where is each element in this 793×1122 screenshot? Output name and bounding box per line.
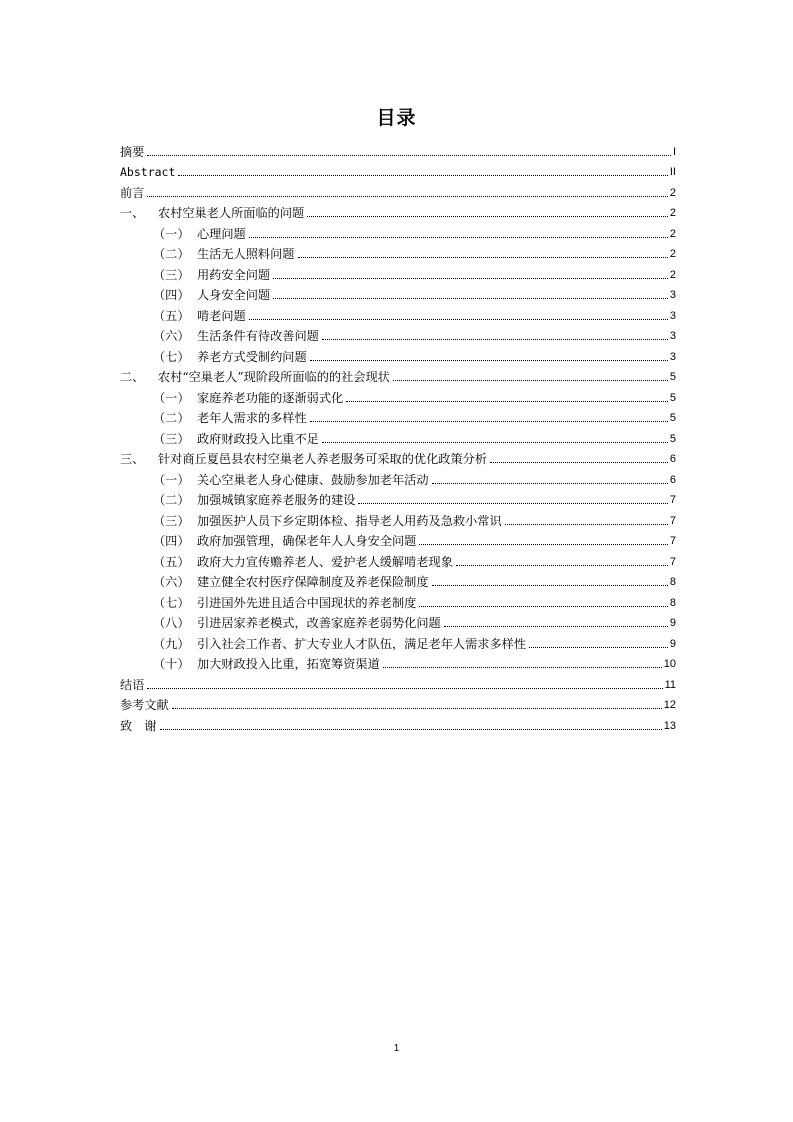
toc-entry-label: 人身安全问题 — [197, 288, 271, 302]
dot-leader — [393, 380, 668, 381]
dot-leader — [383, 667, 662, 668]
dot-leader — [160, 729, 662, 730]
toc-entry-number: （四） — [153, 288, 190, 302]
toc-entry-label: 加强医护人员下乡定期体检、指导老人用药及急救小常识 — [197, 513, 502, 528]
toc-entry-number: （一） — [153, 226, 190, 241]
toc-entry-page: 5 — [669, 391, 676, 404]
dot-leader — [249, 319, 668, 320]
dot-leader — [419, 544, 668, 545]
toc-entry-number: （三） — [153, 267, 190, 282]
toc-entry-page: 7 — [669, 535, 676, 547]
toc-entry-number: （二） — [153, 411, 190, 425]
toc-entry-page: 7 — [669, 555, 676, 568]
toc-entry-label: 参考文献 — [120, 698, 169, 712]
toc-entry-number: （七） — [153, 595, 190, 610]
dot-leader — [147, 155, 671, 156]
toc-entry-label: 前言 — [120, 185, 145, 200]
toc-entry[interactable] — [120, 302, 676, 323]
toc-entry-page: 11 — [664, 678, 676, 691]
toc-entry-label: 结语 — [120, 677, 145, 692]
toc-entry-number: 二、 — [120, 370, 145, 384]
toc-entry[interactable] — [120, 528, 676, 549]
toc-entry-number: （一） — [153, 472, 190, 487]
toc-entry-label: 加大财政投入比重，拓宽筹资渠道 — [197, 657, 380, 671]
toc-entry[interactable] — [120, 159, 676, 180]
toc-entry-number: （五） — [153, 554, 190, 569]
toc-entry-label: Abstract — [120, 165, 176, 179]
dot-leader — [172, 708, 662, 709]
toc-entry-label: 老年人需求的多样性 — [197, 411, 307, 425]
toc-title: 目录 — [376, 107, 417, 129]
toc-entry-page: II — [669, 166, 676, 178]
toc-entry-page: 8 — [669, 596, 676, 609]
dot-leader — [505, 524, 668, 525]
toc-entry-label: 致 谢 — [120, 718, 157, 733]
toc-entry-number: 一、 — [120, 206, 145, 220]
toc-entry-number: （七） — [153, 349, 190, 364]
toc-entry[interactable] — [120, 405, 676, 426]
page-number: 1 — [393, 1043, 400, 1054]
toc-entry[interactable] — [120, 200, 676, 221]
toc-entry-label: 加强城镇家庭养老服务的建设 — [197, 493, 356, 507]
toc-entry[interactable] — [120, 364, 676, 385]
dot-leader — [249, 237, 668, 238]
toc-entry-number: （六） — [153, 575, 190, 589]
toc-entry-label: 引进居家养老模式，改善家庭养老弱势化问题 — [197, 616, 441, 630]
toc-entry-page: 5 — [669, 371, 676, 383]
table-of-contents — [120, 138, 676, 733]
toc-entry[interactable] — [120, 589, 676, 610]
toc-entry-page: 2 — [669, 227, 676, 240]
toc-entry-page: 9 — [669, 617, 676, 629]
toc-entry[interactable] — [120, 630, 676, 651]
toc-entry-number: （十） — [153, 657, 190, 671]
toc-entry-label: 关心空巢老人身心健康、鼓励参加老年活动 — [197, 472, 429, 487]
toc-entry-page: 8 — [669, 576, 676, 588]
dot-leader — [419, 606, 668, 607]
toc-entry[interactable] — [120, 138, 676, 159]
dot-leader — [273, 278, 668, 279]
toc-entry-label: 农村空巢老人所面临的问题 — [158, 206, 305, 220]
toc-entry[interactable] — [120, 282, 676, 303]
toc-entry-label: 针对商丘夏邑县农村空巢老人养老服务可采取的优化政策分析 — [158, 452, 488, 466]
toc-entry-number: （五） — [153, 308, 190, 323]
toc-entry-page: 2 — [669, 268, 676, 281]
toc-entry[interactable] — [120, 343, 676, 364]
toc-entry[interactable] — [120, 651, 676, 672]
toc-entry-label: 引进国外先进且适合中国现状的养老制度 — [197, 595, 417, 610]
toc-entry-page: 7 — [669, 514, 676, 527]
toc-entry-page: 2 — [669, 186, 676, 199]
toc-entry-label: 心理问题 — [197, 226, 246, 241]
dot-leader — [298, 257, 668, 258]
toc-entry-page: 3 — [669, 309, 676, 322]
toc-entry[interactable] — [120, 671, 676, 692]
dot-leader — [147, 688, 662, 689]
toc-entry[interactable] — [120, 261, 676, 282]
toc-entry-page: 2 — [669, 207, 676, 219]
toc-entry[interactable] — [120, 384, 676, 405]
toc-entry-page: 2 — [669, 248, 676, 260]
dot-leader — [444, 626, 668, 627]
toc-entry-page: I — [672, 145, 676, 158]
toc-entry-page: 3 — [669, 350, 676, 363]
dot-leader — [358, 503, 667, 504]
toc-entry-page: 3 — [669, 289, 676, 301]
dot-leader — [529, 647, 668, 648]
dot-leader — [456, 565, 668, 566]
toc-entry-number: 三、 — [120, 452, 145, 466]
toc-entry-label: 政府大力宣传赡养老人、爱护老人缓解啃老现象 — [197, 554, 453, 569]
toc-entry-number: （九） — [153, 636, 190, 651]
dot-leader — [147, 196, 668, 197]
dot-leader — [273, 298, 668, 299]
toc-entry-number: （四） — [153, 534, 190, 548]
dot-leader — [322, 339, 668, 340]
toc-entry[interactable] — [120, 220, 676, 241]
toc-entry[interactable] — [120, 241, 676, 262]
toc-entry-label: 政府加强管理，确保老年人人身安全问题 — [197, 534, 417, 548]
toc-entry-number: （六） — [153, 329, 190, 343]
toc-entry-number: （三） — [153, 513, 190, 528]
toc-entry[interactable] — [120, 507, 676, 528]
toc-entry[interactable] — [120, 446, 676, 467]
toc-entry-label: 家庭养老功能的逐渐弱式化 — [197, 390, 344, 405]
toc-entry-page: 5 — [669, 412, 676, 424]
dot-leader — [310, 360, 668, 361]
toc-entry[interactable] — [120, 487, 676, 508]
dot-leader — [432, 483, 668, 484]
toc-entry-page: 10 — [663, 658, 676, 670]
toc-entry[interactable] — [120, 548, 676, 569]
toc-entry[interactable] — [120, 610, 676, 631]
toc-entry-number: （八） — [153, 616, 190, 630]
toc-entry[interactable] — [120, 179, 676, 200]
toc-entry-label: 养老方式受制约问题 — [197, 349, 307, 364]
dot-leader — [322, 442, 668, 443]
toc-entry-label: 生活无人照料问题 — [197, 247, 295, 261]
toc-entry-label: 生活条件有待改善问题 — [197, 329, 319, 343]
toc-entry[interactable] — [120, 425, 676, 446]
toc-entry-page: 5 — [669, 432, 676, 445]
toc-entry-number: （二） — [153, 247, 190, 261]
toc-entry-label: 用药安全问题 — [197, 267, 271, 282]
toc-entry-label: 农村“空巢老人”现阶段所面临的的社会现状 — [158, 370, 390, 384]
toc-entry-page: 7 — [669, 494, 676, 506]
toc-entry-number: （一） — [153, 390, 190, 405]
toc-entry-page: 6 — [669, 453, 676, 465]
toc-entry-number: （二） — [153, 493, 190, 507]
toc-entry[interactable] — [120, 466, 676, 487]
toc-entry-label: 政府财政投入比重不足 — [197, 431, 319, 446]
toc-entry-label: 引入社会工作者、扩大专业人才队伍，满足老年人需求多样性 — [197, 636, 527, 651]
dot-leader — [432, 585, 668, 586]
toc-entry[interactable] — [120, 692, 676, 713]
dot-leader — [346, 401, 668, 402]
toc-entry-label: 啃老问题 — [197, 308, 246, 323]
toc-entry-page: 6 — [669, 473, 676, 486]
toc-entry-page: 12 — [663, 699, 676, 711]
toc-entry-page: 13 — [663, 719, 676, 732]
dot-leader — [178, 175, 667, 176]
toc-entry-page: 9 — [669, 637, 676, 650]
toc-entry-number: （三） — [153, 431, 190, 446]
toc-entry-label: 摘要 — [120, 144, 145, 159]
toc-entry[interactable] — [120, 712, 676, 733]
dot-leader — [490, 462, 668, 463]
toc-entry[interactable] — [120, 569, 676, 590]
toc-entry-page: 3 — [669, 330, 676, 342]
toc-entry-label: 建立健全农村医疗保障制度及养老保险制度 — [197, 575, 429, 589]
dot-leader — [307, 216, 668, 217]
dot-leader — [310, 421, 668, 422]
toc-entry[interactable] — [120, 323, 676, 344]
